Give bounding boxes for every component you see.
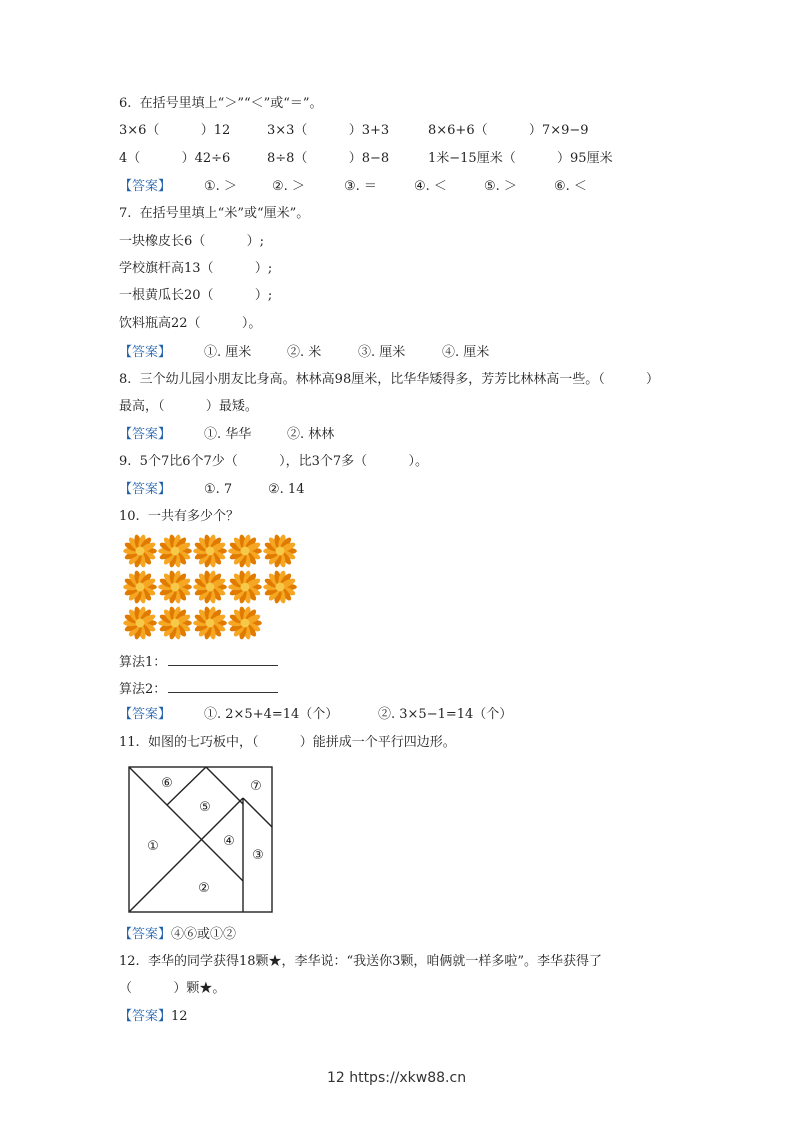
q10-method1-blank xyxy=(168,653,278,666)
tangram-label-2: ② xyxy=(198,881,210,896)
q7-answer-label: 【答案】 xyxy=(119,345,172,360)
flower-icon xyxy=(158,570,192,604)
q7-answer-4: ④. 厘米 xyxy=(442,345,490,360)
q7-item-4: 饮料瓶高22（ ）。 xyxy=(119,316,262,331)
q6-item-5: 8÷8（ ）8−8 xyxy=(267,151,390,166)
q8-answer-1: ①. 华华 xyxy=(204,427,252,442)
q6-item-2: 3×3（ ）3+3 xyxy=(267,123,390,138)
flower-icon xyxy=(193,606,227,640)
flower-grid xyxy=(122,533,312,645)
q12-answer-label: 【答案】 xyxy=(119,1009,172,1024)
q7-item-1: 一块橡皮长6（ ）; xyxy=(119,234,264,249)
flower-icon xyxy=(193,570,227,604)
q10-answer-1: ①. 2×5+4=14（个） xyxy=(204,707,339,722)
flower-icon xyxy=(228,570,262,604)
tangram-label-3: ③ xyxy=(252,848,264,863)
q6-stem: 6. 在括号里填上“＞”“＜”或“＝”。 xyxy=(119,96,323,111)
tangram-label-5: ⑤ xyxy=(199,800,211,815)
q8-answer-2: ②. 林林 xyxy=(287,427,335,442)
q12-answer-text: 12 xyxy=(171,1009,188,1024)
q10-method1 xyxy=(119,653,278,672)
flower-icon xyxy=(263,570,297,604)
q6-item-1: 3×6（ ）12 xyxy=(119,123,231,138)
q12-answer xyxy=(119,1008,188,1026)
q10-method1-label: 算法1： xyxy=(119,655,167,670)
q11-stem: 11. 如图的七巧板中，（ ）能拼成一个平行四边形。 xyxy=(119,735,456,750)
q6-answer-5: ⑤. ＞ xyxy=(484,179,517,194)
q6-answer-2: ②. ＞ xyxy=(272,179,305,194)
q7-answer-2: ②. 米 xyxy=(287,345,322,360)
flower-icon xyxy=(123,570,157,604)
tangram-line-diagonal-2 xyxy=(129,798,243,912)
flower-icon xyxy=(228,606,262,640)
q6-answer-label: 【答案】 xyxy=(119,179,172,194)
q9-answer-1: ①. 7 xyxy=(204,482,233,497)
q6-item-6: 1米−15厘米（ ）95厘米 xyxy=(428,151,613,166)
q11-answer xyxy=(119,926,236,944)
flower-icon xyxy=(158,606,192,640)
q6-answer-1: ①. ＞ xyxy=(204,179,237,194)
q10-stem: 10. 一共有多少个？ xyxy=(119,509,239,524)
tangram-line-3 xyxy=(243,798,272,827)
q11-answer-label: 【答案】 xyxy=(119,927,172,942)
q10-method2-label: 算法2： xyxy=(119,682,167,697)
tangram-figure xyxy=(126,764,276,916)
q6-answer-4: ④. ＜ xyxy=(414,179,447,194)
q7-stem: 7. 在括号里填上“米”或“厘米”。 xyxy=(119,206,310,221)
q6-answer-3: ③. ＝ xyxy=(344,179,377,194)
flower-icon xyxy=(123,606,157,640)
q12-stem-line1: 12. 李华的同学获得18颗★，李华说：“我送你3颗，咱俩就一样多啦”。李华获得了 xyxy=(119,954,603,969)
q7-answer-3: ③. 厘米 xyxy=(358,345,406,360)
flower-icon xyxy=(263,534,297,568)
tangram-line-6 xyxy=(206,767,243,804)
q6-answer-6: ⑥. ＜ xyxy=(554,179,587,194)
q6-item-4: 4（ ）42÷6 xyxy=(119,151,231,166)
q9-answer-2: ②. 14 xyxy=(268,482,305,497)
q8-answer-label: 【答案】 xyxy=(119,427,172,442)
tangram-line-diagonal-1 xyxy=(129,767,243,881)
flower-icon xyxy=(193,534,227,568)
tangram-label-1: ① xyxy=(147,839,159,854)
q9-answer-label: 【答案】 xyxy=(119,482,172,497)
q7-item-3: 一根黄瓜长20（ ）; xyxy=(119,288,273,303)
q7-item-2: 学校旗杆高13（ ）; xyxy=(119,261,273,276)
q7-answer-1: ①. 厘米 xyxy=(204,345,252,360)
q10-method2 xyxy=(119,680,278,699)
q8-stem-line1: 8. 三个幼儿园小朋友比身高。林林高98厘米，比华华矮得多，芳芳比林林高一些。（ ） xyxy=(119,372,660,387)
tangram-label-6: ⑥ xyxy=(161,776,173,791)
q8-stem-line2: 最高，（ ）最矮。 xyxy=(119,399,258,414)
tangram-label-4: ④ xyxy=(223,834,235,849)
page-footer: 12 https://xkw88.cn xyxy=(326,1070,467,1086)
q10-answer-label: 【答案】 xyxy=(119,707,172,722)
q10-answer-2: ②. 3×5−1=14（个） xyxy=(378,707,513,722)
q6-item-3: 8×6+6（ ）7×9−9 xyxy=(428,123,589,138)
flower-icon xyxy=(123,534,157,568)
q10-method2-blank xyxy=(168,680,278,693)
q12-stem-line2: （ ）颗★。 xyxy=(119,981,226,996)
flower-icon xyxy=(158,534,192,568)
tangram-label-7: ⑦ xyxy=(250,779,262,794)
flower-icon xyxy=(228,534,262,568)
q11-answer-text: ④⑥或①② xyxy=(171,927,237,942)
q9-stem: 9. 5个7比6个7少（ ），比3个7多（ ）。 xyxy=(119,454,428,469)
